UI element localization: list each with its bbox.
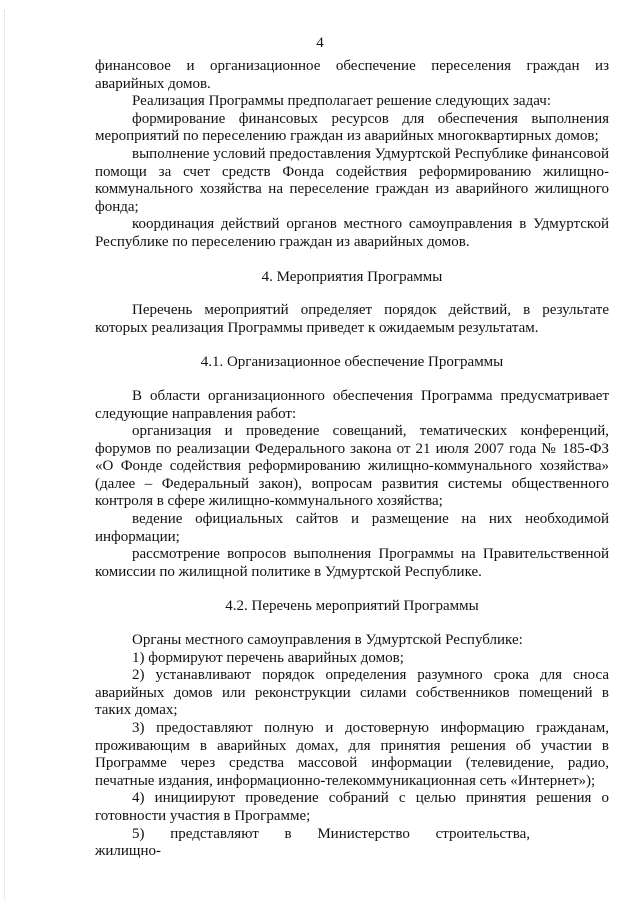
list-item: 3) предоставляют полную и достоверную информацию гражданам, проживающим в аварийных домах, для принятия решения об участии в Программе через средства массовой информации (телевидение, радио, печатные издания, информационно-телекоммуникационная сеть «Интернет»); (95, 720, 609, 789)
list-item: 4) инициируют проведение собраний с целью принятия решения о готовности участия в Программе; (95, 790, 609, 824)
paragraph: финансовое и организационное обеспечение переселения граждан из аварийных домов. (95, 58, 609, 92)
section-heading: 4.1. Организационное обеспечение Программы (200, 354, 504, 371)
list-item: 1) формируют перечень аварийных домов; (132, 649, 404, 666)
paragraph: Органы местного самоуправления в Удмуртской Республике: (132, 632, 523, 649)
document-body (95, 58, 609, 861)
paragraph: Перечень мероприятий определяет порядок действий, в результате которых реализация Программы приведет к ожидаемым результатам. (95, 302, 609, 336)
paragraph: организация и проведение совещаний, тематических конференций, форумов по реализации Федерального закона от 21 июля 2007 года № 185-ФЗ «О Фонде содействия реформированию жилищно-коммунального хозяйства» (далее – Федеральный закон), вопросам развития системы общественного контроля в сфере жилищно-коммунального хозяйства; (95, 423, 609, 510)
section-heading: 4. Мероприятия Программы (261, 268, 443, 285)
paragraph: формирование финансовых ресурсов для обеспечения выполнения мероприятий по переселению граждан из аварийных многоквартирных домов; (95, 110, 609, 145)
page-number: 4 (316, 35, 324, 51)
list-item: 5) представляют в Министерство строительства, жилищно- (95, 825, 531, 860)
paragraph: рассмотрение вопросов выполнения Программы на Правительственной комиссии по жилищной политике в Удмуртской Республике. (95, 546, 609, 580)
paragraph: Реализация Программы предполагает решение следующих задач: (132, 93, 551, 110)
scan-edge-line (4, 10, 5, 900)
paragraph: ведение официальных сайтов и размещение на них необходимой информации; (95, 511, 609, 545)
paragraph: выполнение условий предоставления Удмуртской Республике финансовой помощи за счет средств Фонда содействия реформированию жилищно-коммунального хозяйства на переселение граждан из аварийного жилищного фонда; (95, 145, 609, 215)
paragraph: В области организационного обеспечения Программа предусматривает следующие направления работ: (95, 387, 609, 422)
section-heading: 4.2. Перечень мероприятий Программы (225, 598, 479, 615)
paragraph: координация действий органов местного самоуправления в Удмуртской Республике по переселению граждан из аварийных домов. (95, 216, 609, 250)
list-item: 2) устанавливают порядок определения разумного срока для сноса аварийных домов или реконструкции силами собственников помещений в таких домах; (95, 667, 609, 719)
